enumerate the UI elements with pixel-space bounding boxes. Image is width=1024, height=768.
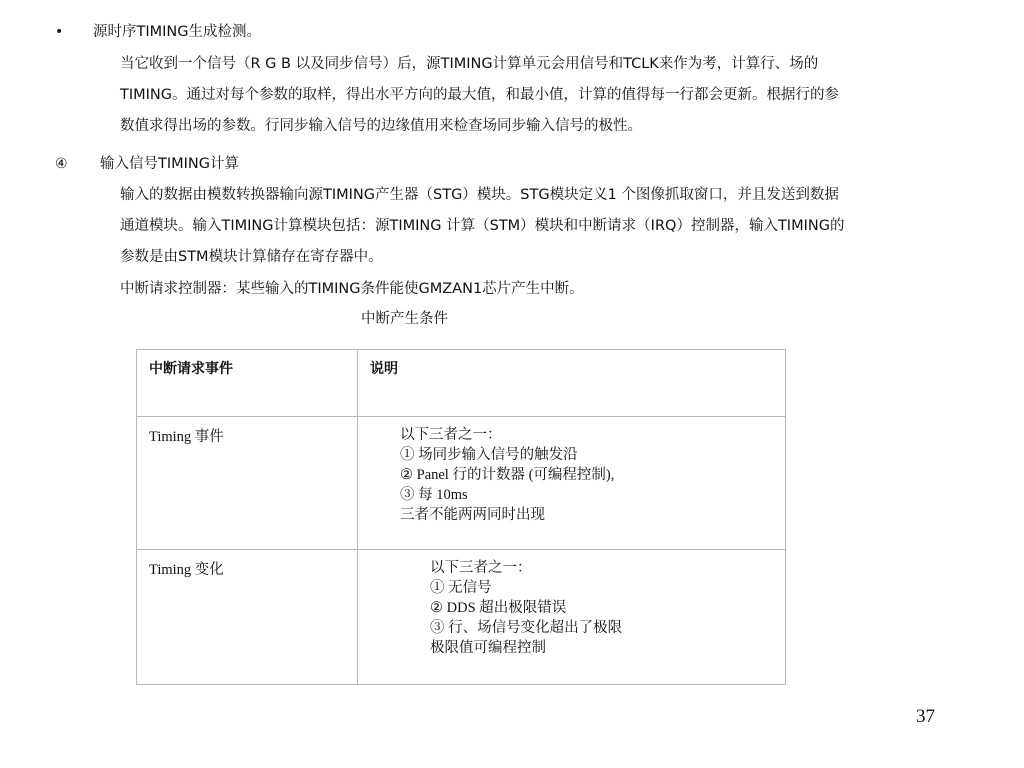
bullet-marker: •: [55, 24, 64, 40]
circled-number-marker: ④: [55, 156, 68, 172]
table-caption: 中断产生条件: [361, 311, 448, 327]
section-heading-source-timing: 源时序TIMING生成检测。: [93, 24, 262, 40]
description-line: 极限值可编程控制: [430, 640, 546, 656]
paragraph-line: 参数是由STM模块计算储存在寄存器中。: [120, 249, 383, 265]
paragraph-line: 数值求得出场的参数。行同步输入信号的边缘值用来检查场同步输入信号的极性。: [120, 118, 642, 134]
description-cell: [358, 417, 786, 550]
event-cell: Timing 事件: [137, 417, 358, 550]
description-line: 三者不能两两同时出现: [400, 507, 545, 523]
description-line: 以下三者之一：: [430, 560, 532, 576]
description-cell: [358, 550, 786, 685]
paragraph-line: 输入的数据由模数转换器输向源TIMING产生器（STG）模块。STG模块定义1 个图像抓取窗口，并且发送到数据: [120, 187, 839, 203]
table-header-row: [137, 350, 786, 417]
description-line: ③ 行、场信号变化超出了极限: [430, 620, 623, 636]
description-line: ① 无信号: [430, 580, 492, 596]
table-row: [137, 417, 786, 550]
description-line: ③ 每 10ms: [400, 487, 468, 503]
column-header-event: 中断请求事件: [137, 350, 358, 417]
description-line: ① 场同步输入信号的触发沿: [400, 447, 578, 463]
paragraph-line: 当它收到一个信号（R G B 以及同步信号）后，源TIMING计算单元会用信号和TCLK来作为考，计算行、场的: [120, 56, 819, 72]
section-heading-input-timing: 输入信号TIMING计算: [100, 156, 240, 172]
table-row: [137, 550, 786, 685]
interrupt-conditions-table: [136, 349, 786, 685]
description-line: 以下三者之一：: [400, 427, 502, 443]
page-number: 37: [916, 706, 935, 727]
paragraph-line: 中断请求控制器：某些输入的TIMING条件能使GMZAN1芯片产生中断。: [120, 281, 584, 297]
paragraph-line: 通道模块。输入TIMING计算模块包括：源TIMING 计算（STM）模块和中断请求（IRQ）控制器，输入TIMING的: [120, 218, 845, 234]
event-cell: Timing 变化: [137, 550, 358, 685]
description-line: ② Panel 行的计数器 (可编程控制),: [400, 467, 615, 483]
description-line: ② DDS 超出极限错误: [430, 600, 567, 616]
paragraph-line: TIMING。通过对每个参数的取样，得出水平方向的最大值，和最小值，计算的值得每一行都会更新。根据行的参: [120, 87, 839, 103]
column-header-description: 说明: [358, 350, 786, 417]
